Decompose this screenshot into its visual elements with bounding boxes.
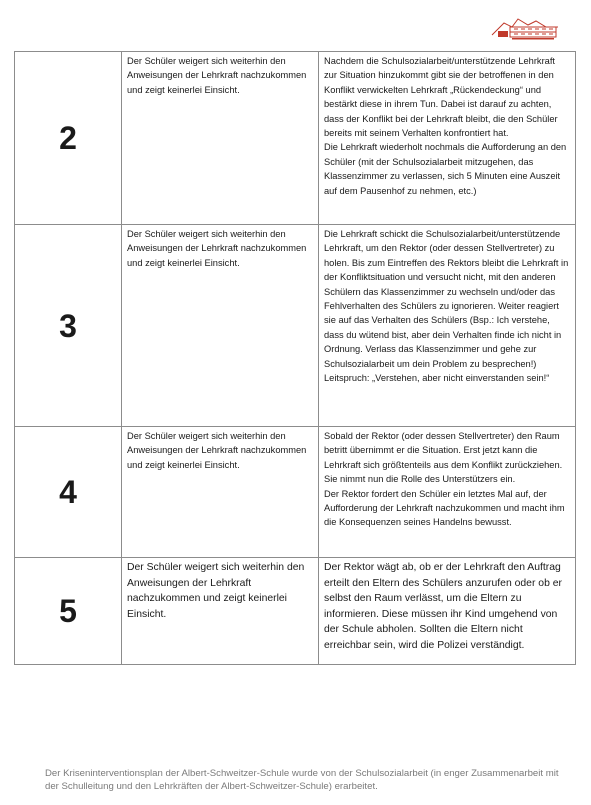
table-row	[15, 558, 576, 665]
step-number: 5	[15, 558, 122, 665]
crisis-intervention-table	[14, 51, 576, 665]
action-paragraph: Der Rektor fordert den Schüler ein letztes Mal auf, der Aufforderung der Lehrkraft nachzukommen und macht ihm die Konsequenzen seines Handelns bewusst.	[324, 488, 565, 528]
action-paragraph: Nachdem die Schulsozialarbeit/unterstützende Lehrkraft zur Situation hinzukommt gibt sie der betroffenen in den Konflikt verwickelten Lehrkraft „Rückendeckung“ und bestärkt diese in ihrem Tun. Dabei ist darauf zu achten, dass der Konflikt bei der Lehrkraft bleibt, die den Schüler bereits mit seinem Verhalten konfrontiert hat.	[324, 56, 558, 139]
table-row	[15, 225, 576, 427]
step-number: 3	[15, 225, 122, 427]
situation-description: Der Schüler weigert sich weiterhin den Anweisungen der Lehrkraft nachzukommen und zeigt keinerlei Einsicht.	[122, 225, 319, 427]
table-row	[15, 427, 576, 558]
action-paragraph: Die Lehrkraft wiederholt nochmals die Aufforderung an den Schüler (mit der Schulsozialarbeit mitzugehen, das Klassenzimmer zu verlassen, sich 5 Minuten eine Auszeit auf dem Pausenhof zu nehmen, etc.)	[324, 142, 567, 196]
table-row	[15, 52, 576, 225]
situation-description: Der Schüler weigert sich weiterhin den Anweisungen der Lehrkraft nachzukommen und zeigt keinerlei Einsicht.	[122, 558, 319, 665]
school-building-logo-icon	[490, 11, 562, 41]
intervention-action	[319, 558, 576, 665]
action-paragraph: Sobald der Rektor (oder dessen Stellvertreter) den Raum betritt übernimmt er die Situation. Erst jetzt kann die Lehrkraft sich größtenteils aus dem Konflikt zurückziehen. Sie nimmt nun die Rolle des Unterstützers ein.	[324, 431, 563, 485]
intervention-action	[319, 427, 576, 558]
situation-description: Der Schüler weigert sich weiterhin den Anweisungen der Lehrkraft nachzukommen und zeigt keinerlei Einsicht.	[122, 52, 319, 225]
step-number: 2	[15, 52, 122, 225]
intervention-action	[319, 225, 576, 427]
footer-note: Der Kriseninterventionsplan der Albert-Schweitzer-Schule wurde von der Schulsozialarbeit (in enger Zusammenarbeit mit der Schulleitung und den Lehrkräften der Albert-Schweitzer-Schule) erarbeitet.	[45, 768, 559, 793]
action-paragraph: Die Lehrkraft schickt die Schulsozialarbeit/unterstützende Lehrkraft, um den Rektor (oder dessen Stellvertreter) zu holen. Bis zum Eintreffen des Rektors bleibt die Lehrkraft in der Konfliktsituation und versucht nicht, mit den anderen Schülern das Klassenzimmer zu wechseln und/oder das Fehlverhalten des Schülers zu ignorieren. Weiter reagiert sie auf das Verhalten des Schülers (Bsp.: Ich verstehe, dass du wütend bist, aber dein Verhalten finde ich nicht in Ordnung. Verlass das Klassenzimmer und gehe zur Schulsozialarbeit um dein Problem zu besprechen!) Leitspruch: „Verstehen, aber nicht einverstanden sein!“	[324, 229, 569, 384]
situation-description: Der Schüler weigert sich weiterhin den Anweisungen der Lehrkraft nachzukommen und zeigt keinerlei Einsicht.	[122, 427, 319, 558]
action-paragraph: Der Rektor wägt ab, ob er der Lehrkraft den Auftrag erteilt den Eltern des Schülers anzurufen oder ob er selbst den Raum verlässt, um die Eltern zu informieren. Diese müssen ihr Kind umgehend von der Schule abholen. Sollten die Eltern nicht erreichbar sein, wird die Polizei verständigt.	[324, 562, 562, 651]
intervention-action	[319, 52, 576, 225]
step-number: 4	[15, 427, 122, 558]
